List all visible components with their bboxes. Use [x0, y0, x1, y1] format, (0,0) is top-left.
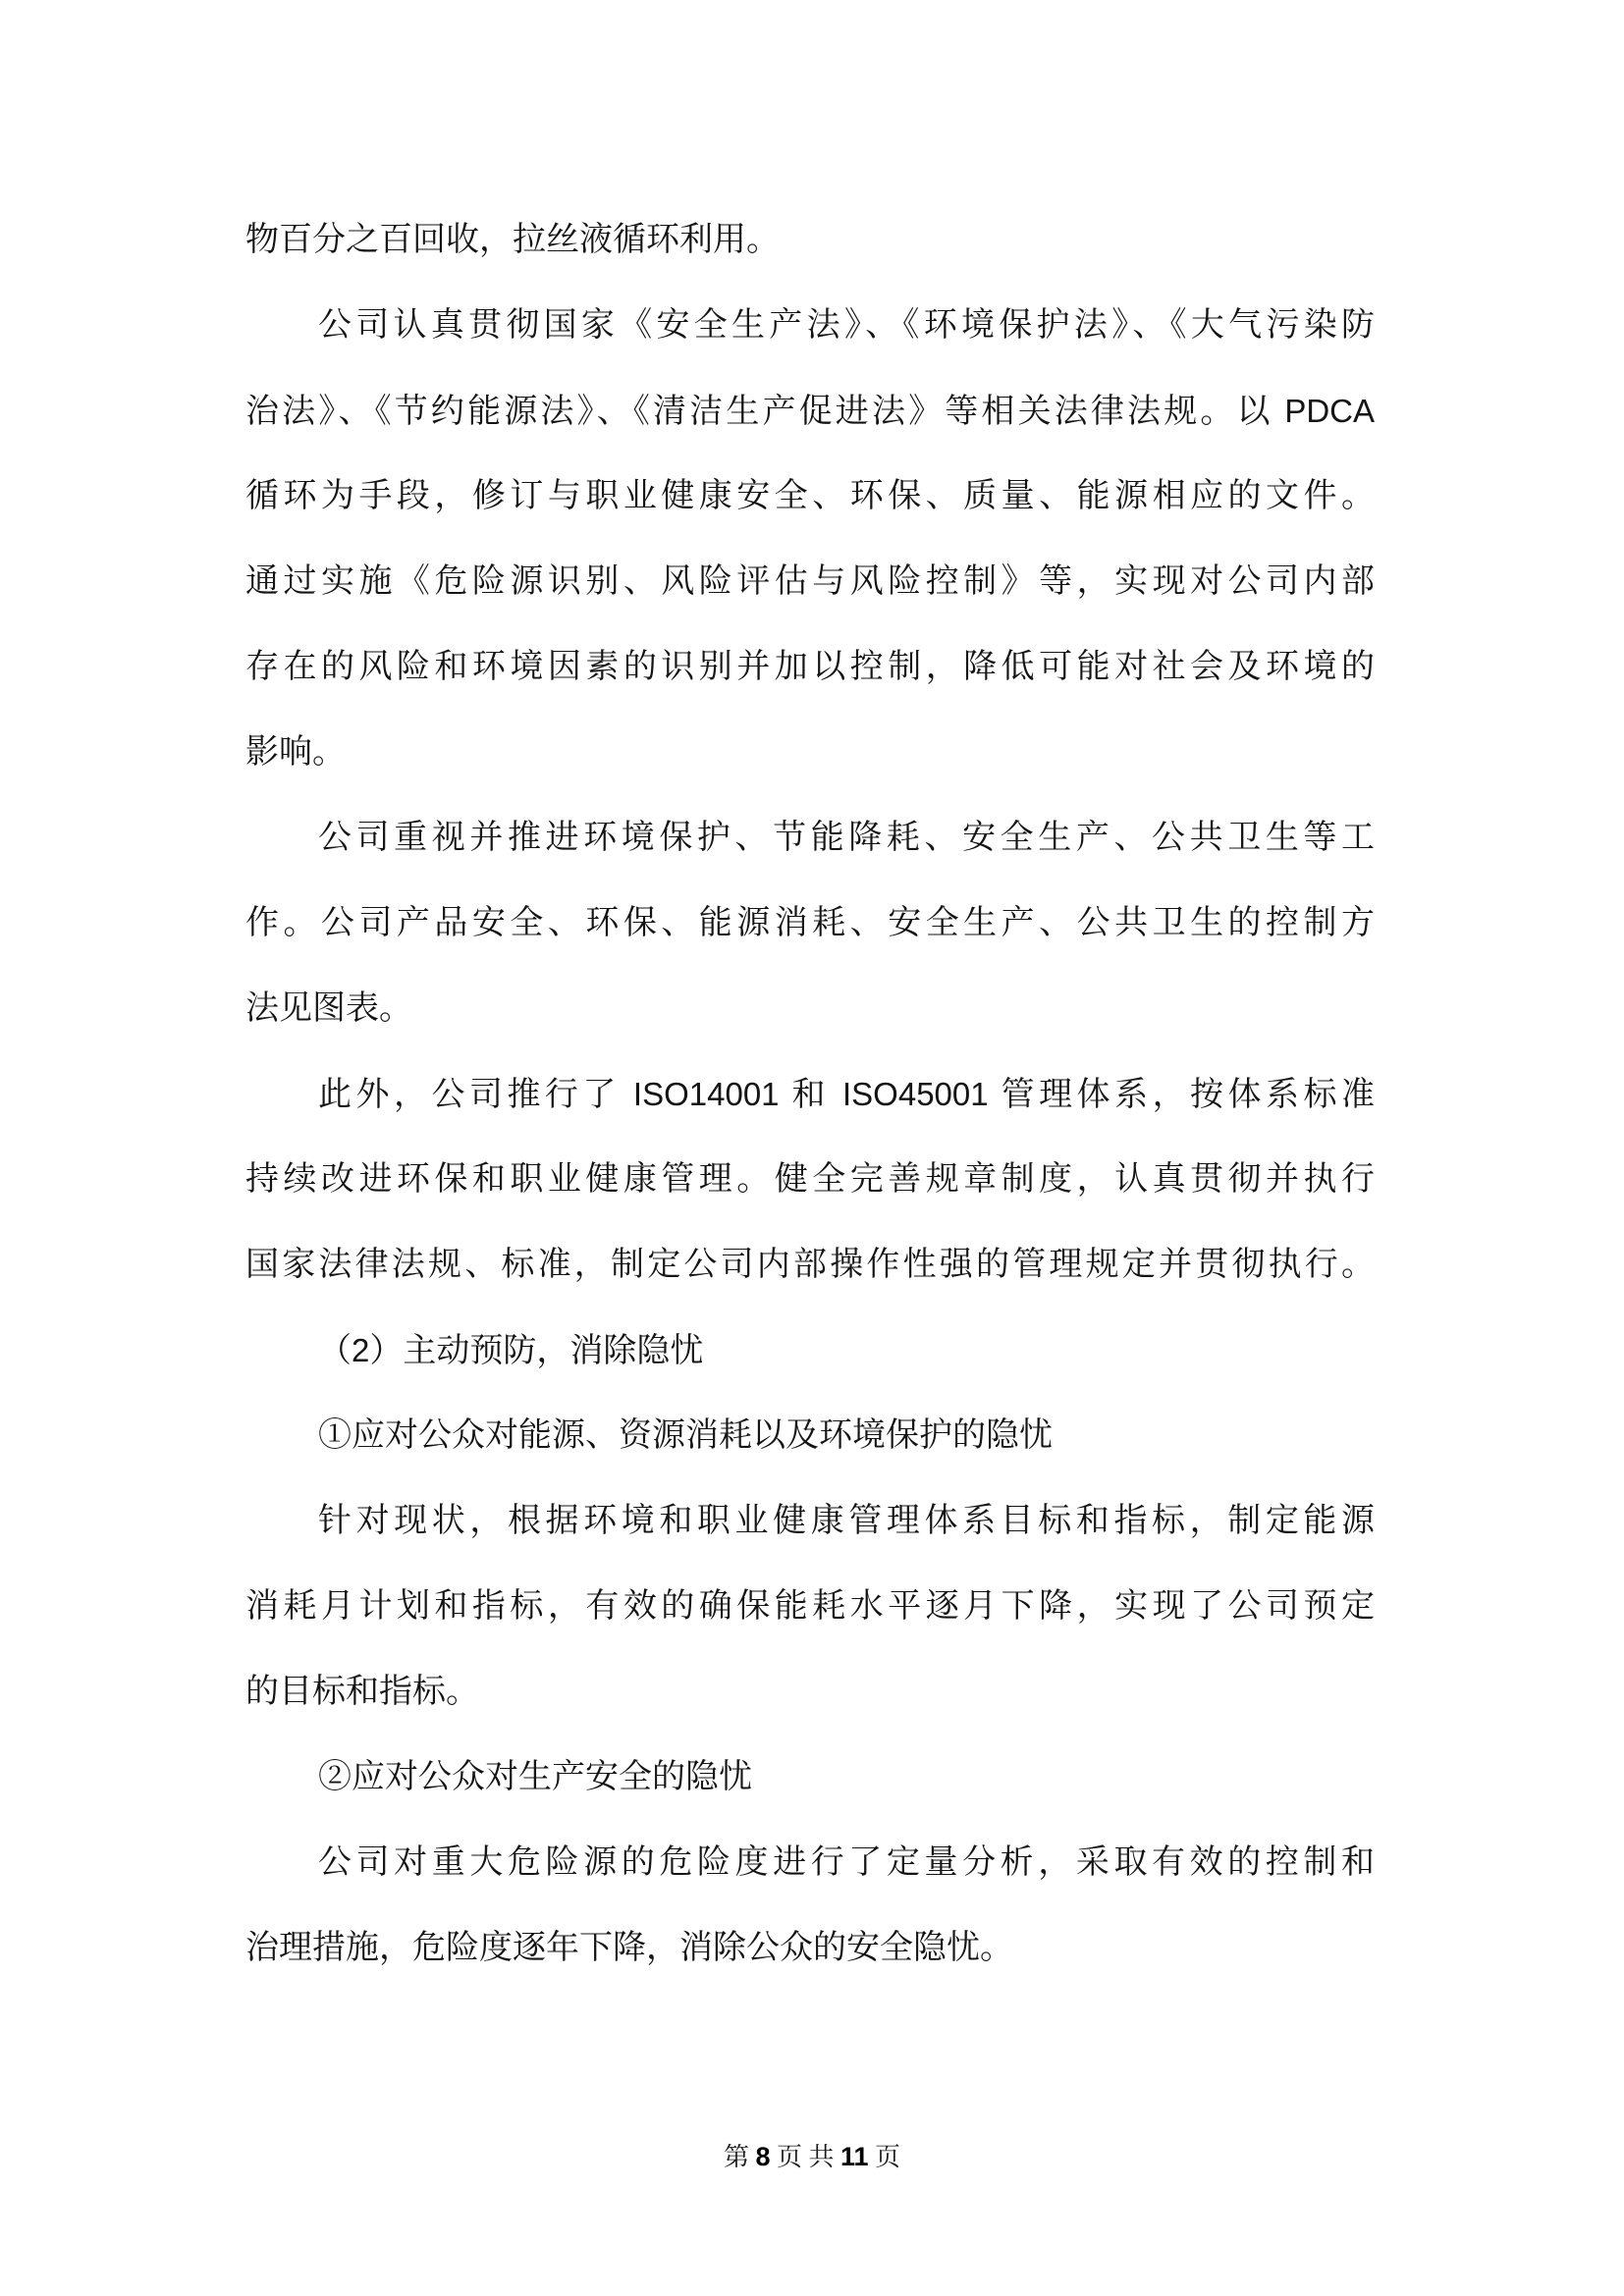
latin-text: ISO45001 [842, 1076, 989, 1112]
text-line: 此外，公司推行了 ISO14001 和 ISO45001 管理体系，按体系标准 [318, 1076, 1376, 1113]
text-line: 消耗月计划和指标，有效的确保能耗水平逐月下降，实现了公司预定 [245, 1588, 1375, 1625]
text-line: （2）主动预防，消除隐忧 [318, 1332, 704, 1369]
text-line: ①应对公众对能源、资源消耗以及环境保护的隐忧 [318, 1417, 1053, 1454]
document-body [245, 197, 1375, 1991]
text-line: 公司认真贯彻国家《安全生产法》、《环境保护法》、《大气污染防 [318, 307, 1375, 344]
text-line: 的目标和指标。 [245, 1674, 479, 1710]
latin-text: 2 [352, 1332, 370, 1368]
footer-total-pages: 11 [840, 2142, 869, 2171]
text-line: 针对现状，根据环境和职业健康管理体系目标和指标，制定能源 [318, 1503, 1375, 1539]
text-line: 公司重视并推进环境保护、节能降耗、安全生产、公共卫生等工 [318, 820, 1375, 856]
text-line: 影响。 [245, 734, 346, 771]
text-line: 国家法律法规、标准，制定公司内部操作性强的管理规定并贯彻执行。 [245, 1247, 1375, 1283]
text-line: 存在的风险和环境因素的识别并加以控制，降低可能对社会及环境的 [245, 649, 1375, 685]
latin-text: PDCA [1284, 393, 1375, 429]
text-line: 循环为手段，修订与职业健康安全、环保、质量、能源相应的文件。 [245, 478, 1375, 514]
footer-label-prefix: 第 [723, 2143, 756, 2171]
text-line: 物百分之百回收，拉丝液循环利用。 [245, 222, 780, 258]
latin-text: ISO14001 [632, 1076, 780, 1112]
page-footer [0, 2142, 1624, 2172]
text-line: ②应对公众对生产安全的隐忧 [318, 1759, 752, 1795]
footer-label-infix: 页 共 [770, 2143, 840, 2171]
text-line: 作。公司产品安全、环保、能源消耗、安全生产、公共卫生的控制方 [245, 905, 1375, 941]
text-line: 治法》、《节约能源法》、《清洁生产促进法》等相关法律法规。以 PDCA [245, 393, 1375, 430]
footer-page-number: 8 [755, 2142, 771, 2171]
footer-label-suffix: 页 [868, 2143, 901, 2171]
text-line: 通过实施《危险源识别、风险评估与风险控制》等，实现对公司内部 [245, 563, 1375, 600]
text-line: 公司对重大危险源的危险度进行了定量分析，采取有效的控制和 [318, 1844, 1375, 1881]
text-line: 持续改进环保和职业健康管理。健全完善规章制度，认真贯彻并执行 [245, 1161, 1375, 1198]
text-line: 治理措施，危险度逐年下降，消除公众的安全隐忧。 [245, 1930, 1013, 1966]
text-line: 法见图表。 [245, 990, 412, 1027]
